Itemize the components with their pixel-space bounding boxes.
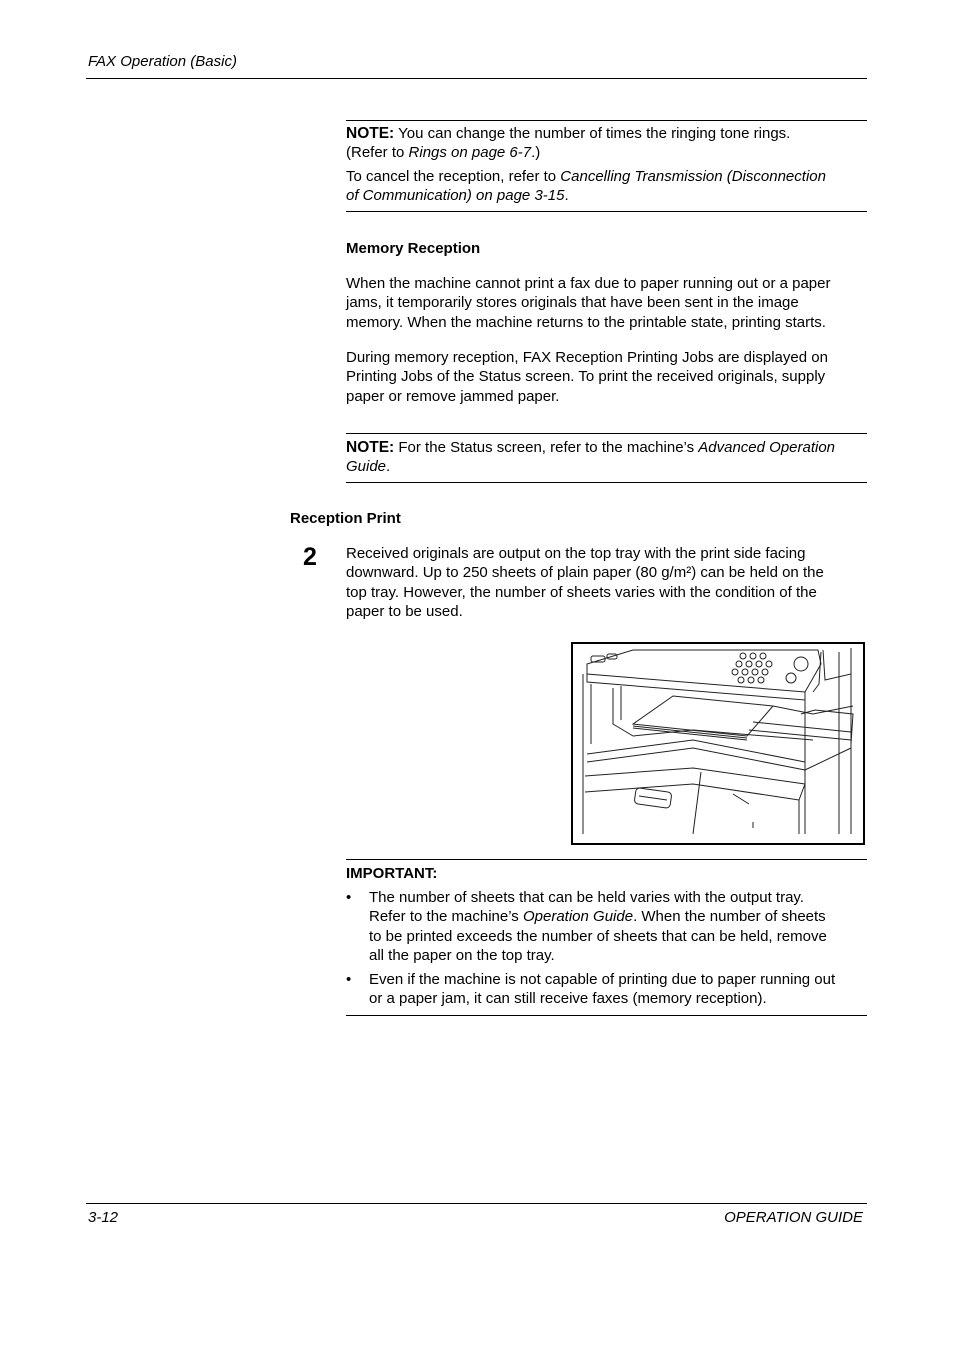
- note1-bottom-rule: [346, 211, 867, 212]
- note2-line1-pre: For the Status screen, refer to the machine’s: [398, 439, 699, 456]
- para2-line1: During memory reception, FAX Reception Printing Jobs are displayed on: [346, 349, 828, 366]
- reception-print-para: [346, 544, 867, 622]
- note2-block: [346, 438, 867, 477]
- bullet-1-marker: •: [346, 889, 352, 906]
- b2-line1: Even if the machine is not capable of printing due to paper running out: [369, 971, 836, 988]
- note2-bottom-rule: [346, 482, 867, 483]
- important-label: IMPORTANT:: [346, 865, 438, 882]
- para1-line3: memory. When the machine returns to the printable state, printing starts.: [346, 313, 826, 331]
- note2-label: NOTE:: [346, 439, 395, 456]
- reception-print-heading: Reception Print: [290, 510, 401, 527]
- running-header: FAX Operation (Basic): [88, 53, 237, 70]
- rp-line4: paper to be used.: [346, 603, 463, 621]
- note1-top-rule: [346, 120, 867, 121]
- b1-ref-operation-guide[interactable]: Operation Guide: [522, 908, 634, 926]
- guide-name: OPERATION GUIDE: [724, 1209, 863, 1226]
- header-rule: [86, 78, 867, 79]
- para2-line2: Printing Jobs of the Status screen. To print the received originals, supply: [346, 368, 826, 386]
- b1-line2-post: . When the number of sheets: [633, 908, 826, 926]
- page-number: 3-12: [88, 1209, 119, 1226]
- b1-line2-pre: Refer to the machine’s: [369, 908, 523, 926]
- note1-line2-post: .): [531, 144, 541, 162]
- important-bottom-rule: [346, 1015, 867, 1016]
- note1-block: [346, 124, 867, 206]
- note2-ref-advanced-a[interactable]: Advanced Operation: [698, 439, 836, 456]
- note1-label: NOTE:: [346, 125, 395, 142]
- printer-drawing: [573, 644, 863, 843]
- note1-ref-cancel-b[interactable]: of Communication) on page 3-15: [346, 187, 565, 205]
- b2-line2: or a paper jam, it can still receive faxes (memory reception).: [369, 990, 767, 1008]
- rp-line3: top tray. However, the number of sheets varies with the condition of the: [346, 583, 817, 601]
- footer-rule: [86, 1203, 867, 1204]
- note2-top-rule: [346, 433, 867, 434]
- memory-reception-para1: [346, 274, 867, 332]
- memory-reception-heading: Memory Reception: [346, 240, 481, 257]
- note2-ref-advanced-b[interactable]: Guide: [346, 458, 387, 476]
- bullet-2-marker: •: [346, 971, 352, 988]
- b1-line4: all the paper on the top tray.: [369, 947, 555, 965]
- rp-line2: downward. Up to 250 sheets of plain paper (80 g/m²) can be held on the: [346, 564, 824, 582]
- para1-line1: When the machine cannot print a fax due to paper running out or a paper: [346, 275, 831, 292]
- b1-line3: to be printed exceeds the number of sheets that can be held, remove: [369, 927, 827, 945]
- step-number: 2: [303, 543, 317, 571]
- rp-line1: Received originals are output on the top tray with the print side facing: [346, 545, 806, 562]
- para2-line3: paper or remove jammed paper.: [346, 387, 560, 405]
- note1-line4-post: .: [564, 187, 569, 205]
- note1-line1: You can change the number of times the ringing tone rings.: [398, 125, 791, 142]
- note1-ref-cancel-a[interactable]: Cancelling Transmission (Disconnection: [560, 167, 826, 185]
- b1-line1: The number of sheets that can be held varies with the output tray.: [369, 889, 804, 906]
- note1-line2-pre: (Refer to: [346, 144, 409, 162]
- important-top-rule: [346, 859, 867, 860]
- note2-line2-post: .: [386, 458, 391, 476]
- para1-line2: jams, it temporarily stores originals that have been sent in the image: [346, 294, 799, 312]
- note1-ref-rings[interactable]: Rings on page 6-7: [408, 144, 532, 162]
- note1-line3-pre: To cancel the reception, refer to: [346, 167, 561, 185]
- memory-reception-para2: [346, 348, 867, 406]
- output-tray-illustration: [571, 642, 865, 845]
